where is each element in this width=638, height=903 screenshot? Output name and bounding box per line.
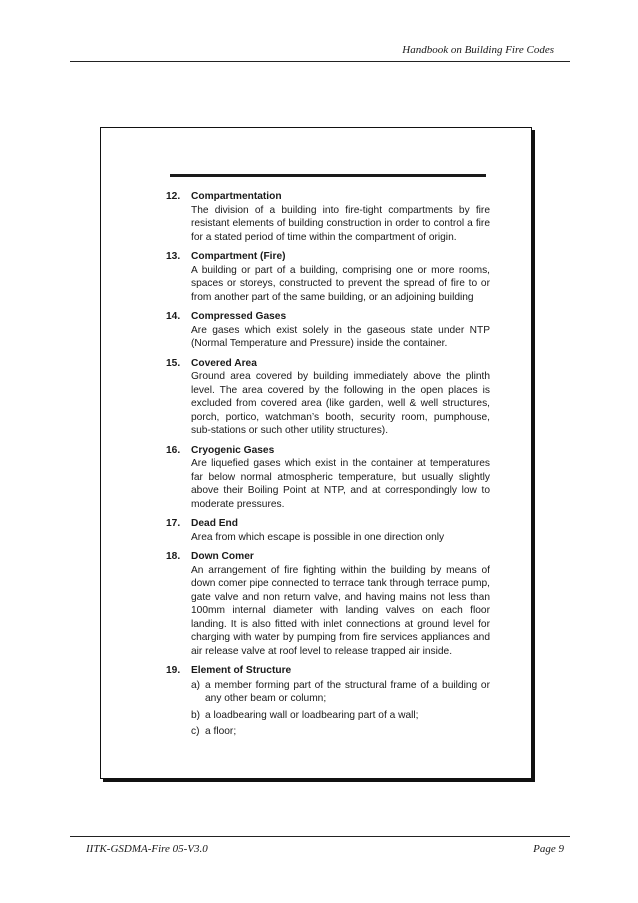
- definition-entry: [166, 310, 490, 351]
- running-header: Handbook on Building Fire Codes: [402, 44, 554, 56]
- sub-item-label: a): [191, 679, 201, 691]
- entry-term: Compressed Gases: [191, 311, 287, 322]
- definition-entry: [166, 444, 490, 512]
- sub-item: [191, 725, 490, 739]
- entry-number: 14.: [166, 311, 181, 322]
- entry-term: Covered Area: [191, 357, 257, 369]
- definition-entry: [166, 517, 490, 544]
- page-number: Page 9: [533, 843, 564, 855]
- sub-item-text: a member forming part of the structural frame of a building or any other beam or column;: [205, 679, 490, 704]
- document-id: IITK-GSDMA-Fire 05-V3.0: [86, 843, 208, 855]
- definition-entry: [166, 550, 490, 658]
- sub-item: [191, 709, 490, 723]
- footer-rule: [70, 836, 570, 837]
- header-rule: [70, 61, 570, 62]
- entry-number: 19.: [166, 665, 181, 676]
- entry-definition: An arrangement of fire fighting within the building by means of down comer pipe connected to terrace tank through terrace pump, gate valve and non return valve, and having mains not less than 100mm internal diameter with landing valves on each floor landing. It is also fitted with inlet connections at ground level for charging with water by pumping from fire services appliances and air release valve at roof level to release trapped air inside.: [191, 564, 490, 657]
- sub-item-text: a floor;: [205, 726, 237, 737]
- entry-number: 17.: [166, 518, 181, 529]
- sub-item-label: b): [191, 709, 201, 721]
- section-rule: [170, 174, 486, 177]
- entry-term: Down Comer: [191, 551, 254, 562]
- entry-number: 15.: [166, 357, 181, 369]
- entry-number: 12.: [166, 191, 181, 202]
- entry-term: Compartmentation: [191, 191, 282, 202]
- entry-definition: The division of a building into fire-tight compartments by fire resistant elements of building construction in order to control a fire for a stated period of time within the compartment of origin.: [191, 204, 490, 243]
- definitions-list: [166, 190, 490, 745]
- entry-number: 13.: [166, 251, 181, 262]
- definition-entry: [166, 357, 490, 438]
- entry-definition: Area from which escape is possible in one direction only: [191, 531, 445, 543]
- entry-term: Cryogenic Gases: [191, 444, 275, 456]
- entry-term: Compartment (Fire): [191, 251, 286, 262]
- definition-entry: [166, 250, 490, 304]
- entry-definition: A building or part of a building, comprising one or more rooms, spaces or storeys, constructed to prevent the spread of fire to or from another part of the same building, or an adjoining building: [191, 264, 490, 303]
- definition-entry: [166, 664, 490, 739]
- entry-number: 18.: [166, 551, 181, 562]
- entry-term: Dead End: [191, 518, 238, 529]
- entry-term: Element of Structure: [191, 665, 292, 676]
- sub-item: [191, 679, 490, 706]
- sub-item-text: a loadbearing wall or loadbearing part of a wall;: [205, 709, 419, 721]
- sub-item-label: c): [191, 726, 200, 737]
- entry-number: 16.: [166, 444, 181, 456]
- entry-definition: Are gases which exist solely in the gaseous state under NTP (Normal Temperature and Pressure) inside the container.: [191, 324, 490, 349]
- entry-definition: Ground area covered by building immediately above the plinth level. The area covered by the following in the open places is excluded from covered area (like garden, well & well structures, porch, portico, watchman’s booth, security room, pumphouse, sub-stations or such other utility structures).: [191, 371, 490, 436]
- definition-entry: [166, 190, 490, 244]
- entry-definition: Are liquefied gases which exist in the container at temperatures far below normal atmospheric temperature, but usually slightly above their Boiling Point at NTP, and at correspondingly low to moderate pressures.: [191, 458, 490, 510]
